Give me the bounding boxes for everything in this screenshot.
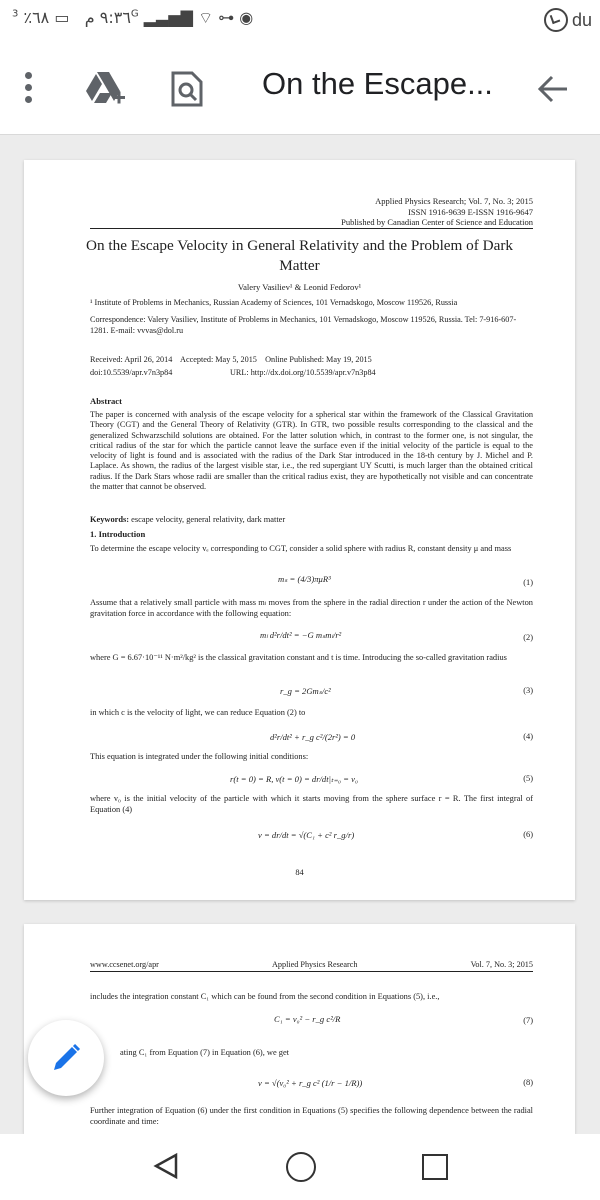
document-title: On the Escape... bbox=[262, 66, 493, 101]
status-time: ٩:٣٦ م bbox=[84, 8, 131, 27]
keywords-text: escape velocity, general relativity, dark matter bbox=[131, 515, 286, 524]
equation-number: (4) bbox=[523, 732, 533, 741]
paragraph: Further integration of Equation (6) under the first condition in Equations (5) specifies the following dependence between the radial coordinate and time: bbox=[90, 1106, 533, 1126]
eye-icon: ◉ bbox=[239, 8, 254, 27]
correspondence: Correspondence: Valery Vasiliev, Institute of Problems in Mechanics, 101 Vernadskogo, Moscow 119526, Russia. Tel: 7-916-607-1281. E-mail: vvvas@dol.ru bbox=[90, 315, 517, 335]
find-in-document-icon[interactable] bbox=[170, 70, 204, 108]
journal-url: www.ccsenet.org/apr bbox=[90, 960, 159, 969]
paragraph: includes the integration constant C₁ which can be found from the second condition in Equations (5), i.e., bbox=[90, 992, 440, 1001]
journal-volume: Vol. 7, No. 3; 2015 bbox=[470, 960, 533, 969]
back-arrow-icon[interactable] bbox=[536, 72, 570, 106]
affiliation: ¹ Institute of Problems in Mechanics, Russian Academy of Sciences, 101 Vernadskogo, Moscow 119526, Russia bbox=[90, 298, 458, 307]
status-left bbox=[12, 8, 253, 28]
battery-icon: ▭ bbox=[54, 8, 70, 27]
whatsapp-icon bbox=[544, 8, 568, 32]
keywords-label: Keywords: bbox=[90, 515, 130, 524]
equation-number: (5) bbox=[523, 774, 533, 783]
equation-number: (8) bbox=[523, 1078, 533, 1087]
nav-back-icon[interactable] bbox=[152, 1152, 180, 1180]
header-rule bbox=[90, 228, 533, 229]
equation: mₗ d²r/dt² = −G mₛmₗ/r² bbox=[260, 630, 342, 640]
equation-number: (1) bbox=[523, 578, 533, 587]
add-to-drive-icon[interactable] bbox=[84, 70, 126, 108]
section-heading: 1. Introduction bbox=[90, 529, 146, 539]
more-options-icon[interactable] bbox=[20, 72, 36, 106]
journal-header-line: Applied Physics Research; Vol. 7, No. 3; 2015 bbox=[375, 196, 533, 206]
equation: C₁ = v₀² − r_g c²/R bbox=[274, 1014, 341, 1024]
received-dates: Received: April 26, 2014 Accepted: May 5, 2015 Online Published: May 19, 2015 bbox=[90, 355, 372, 364]
signal-icon: ▂▃▅▇ bbox=[143, 8, 193, 27]
equation: r(t = 0) = R, v(t = 0) = dr/dt|ₜ₌₀ = v₀ bbox=[230, 774, 358, 784]
publication-dates bbox=[90, 353, 533, 379]
paper-title: On the Escape Velocity in General Relativity and the Problem of Dark Matter bbox=[86, 237, 513, 274]
equation-number: (6) bbox=[523, 830, 533, 839]
paragraph: Assume that a relatively small particle with mass mₗ moves from the sphere in the radial direction r under the action of the Newton gravitation force in accordance with the following equation: bbox=[90, 598, 533, 618]
journal-name: Applied Physics Research bbox=[271, 960, 358, 969]
journal-header-line: Published by Canadian Center of Science and Education bbox=[341, 217, 533, 227]
wifi-icon: ⌔ bbox=[198, 8, 214, 27]
pdf-page-2 bbox=[24, 924, 575, 1134]
status-right bbox=[544, 8, 592, 32]
keywords bbox=[90, 515, 285, 524]
status-bar bbox=[0, 0, 600, 42]
battery-percent: ٦٨٪ bbox=[23, 8, 50, 27]
abstract-heading: Abstract bbox=[90, 396, 122, 406]
equation-number: (3) bbox=[523, 686, 533, 695]
journal-header bbox=[341, 196, 533, 228]
equation: v = dr/dt = √(C₁ + c² r_g/r) bbox=[258, 830, 355, 840]
paragraph: where v₀ is the initial velocity of the particle with which it starts moving from the sphere surface r = R. The first integral of Equation (4) bbox=[90, 794, 533, 814]
paragraph: where G = 6.67·10⁻¹¹ N·m²/kg² is the classical gravitation constant and t is time. Introducing the so-called gravitation radius bbox=[90, 653, 507, 662]
nav-recents-icon[interactable] bbox=[422, 1154, 448, 1180]
system-nav-bar bbox=[0, 1134, 600, 1200]
equation: r_g = 2Gmₛ/c² bbox=[280, 686, 331, 696]
equation: d²r/dt² + r_g c²/(2r²) = 0 bbox=[270, 732, 356, 742]
carrier-label: du bbox=[571, 9, 592, 30]
page-number: 84 bbox=[295, 868, 304, 877]
affiliation-block bbox=[90, 297, 533, 336]
pencil-icon bbox=[50, 1042, 82, 1074]
equation-number: (2) bbox=[523, 633, 533, 642]
equation: mₛ = (4/3)πμR³ bbox=[278, 574, 331, 584]
running-header bbox=[90, 960, 533, 972]
edit-fab-button[interactable] bbox=[28, 1020, 104, 1096]
paragraph: This equation is integrated under the following initial conditions: bbox=[90, 752, 309, 761]
paper-authors: Valery Vasiliev¹ & Leonid Fedorov¹ bbox=[237, 282, 362, 292]
equation: v = √(v₀² + r_g c² (1/r − 1/R)) bbox=[258, 1078, 363, 1088]
app-bar bbox=[0, 42, 600, 135]
doi: doi:10.5539/apr.v7n3p84 bbox=[90, 368, 173, 377]
pdf-page-1 bbox=[24, 160, 575, 900]
doi-url: URL: http://dx.doi.org/10.5539/apr.v7n3p84 bbox=[230, 368, 376, 377]
network-type: 3G bbox=[12, 8, 139, 20]
equation-number: (7) bbox=[523, 1016, 533, 1025]
journal-header-line: ISSN 1916-9639 E-ISSN 1916-9647 bbox=[408, 206, 533, 217]
paragraph: ating C₁ from Equation (7) in Equation (6), we get bbox=[120, 1048, 289, 1057]
key-icon: ⊶ bbox=[218, 8, 235, 27]
abstract-text: The paper is concerned with analysis of the escape velocity for a spherical star within the framework of the Classical Gravitation Theory (CGT) and the General Theory of Relativity (GTR). In GTR, two possible results corresponding to the classical and the generalized Schwarzschild solutions are obtained. For the latter solution which, in contrast to the former one, is not singular, the critical radius of the star for which the particle cannot leave the surface even if the initial velocity of the particle is equal to the velocity of light is found and is associated with the radius of the Dark Star introduced in the 18-th century by J. Michel and P. Laplace. As shown, the radius of the largest visible star, i.e., the red supergiant UY Scutti, is much larger than the obtained critical radius. If the Dark Stars whose radii are smaller than the critical radius exist, they are hypothetically not visible and can concentrate the matter that cannot be observed. bbox=[90, 410, 533, 492]
paragraph: in which c is the velocity of light, we can reduce Equation (2) to bbox=[90, 708, 306, 717]
nav-home-icon[interactable] bbox=[286, 1152, 316, 1182]
paragraph: To determine the escape velocity vₑ corresponding to CGT, consider a solid sphere with radius R, constant density μ and mass bbox=[90, 544, 512, 553]
